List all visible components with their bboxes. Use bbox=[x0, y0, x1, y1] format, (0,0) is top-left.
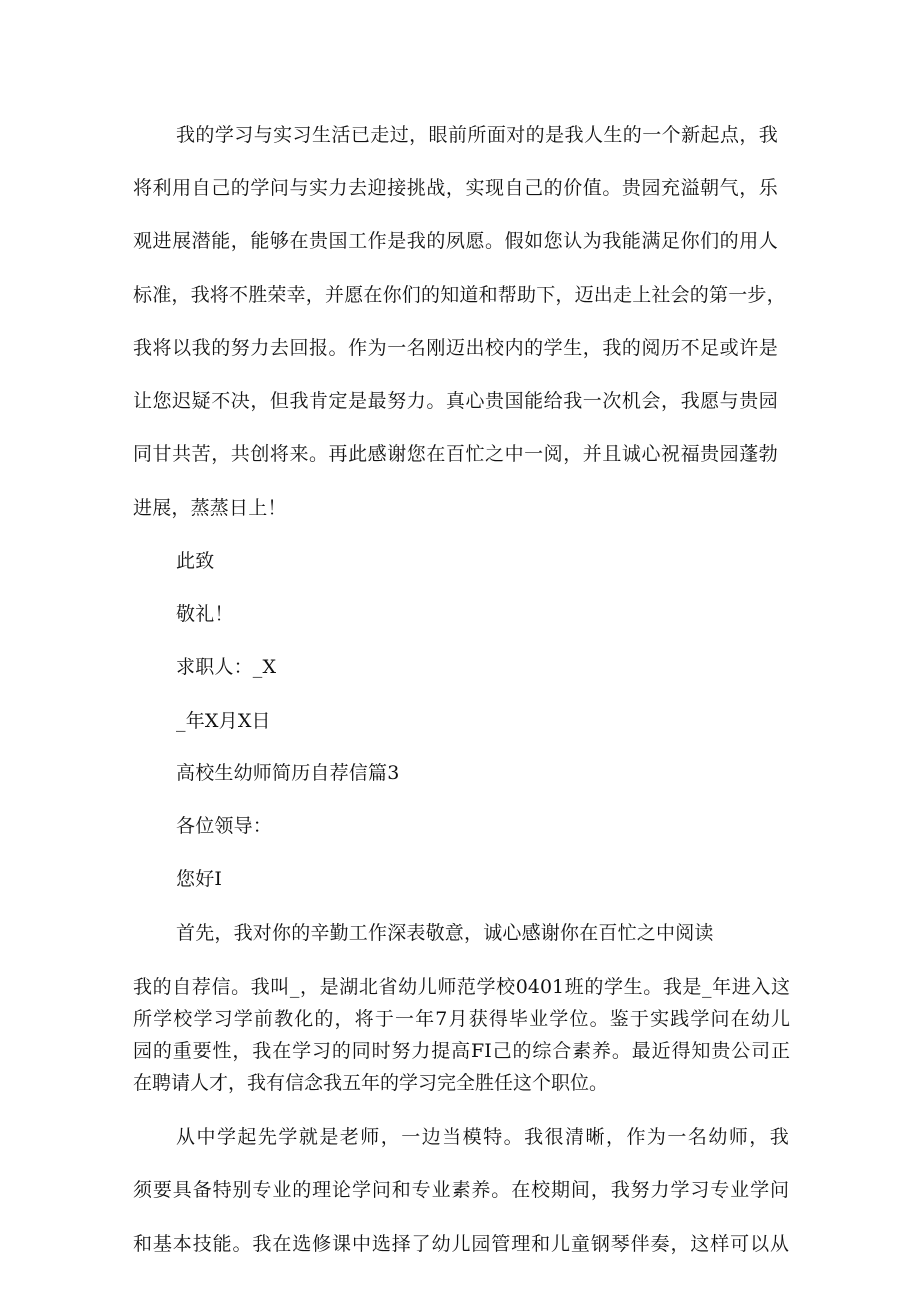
paragraph-1-line: 观进展潜能，能够在贵国工作是我的夙愿。假如您认为我能满足你们的用人 bbox=[133, 230, 778, 252]
paragraph-1-line: 我将以我的努力去回报。作为一名刚迈出校内的学生，我的阅历不足或许是 bbox=[133, 337, 778, 359]
paragraph-1-line: 标准，我将不胜荣幸，并愿在你们的知道和帮助下，迈出走上社会的第一步， bbox=[133, 284, 786, 306]
paragraph-2-line: 所学校学习学前教化的，将于一年7月获得毕业学位。鉴于实践学问在幼儿 bbox=[133, 1008, 790, 1030]
paragraph-1-line: 让您迟疑不决，但我肯定是最努力。真心贵国能给我一次机会，我愿与贵园 bbox=[133, 390, 778, 412]
paragraph-1-line: 我的学习与实习生活已走过，眼前所面对的是我人生的一个新起点，我 bbox=[176, 124, 778, 146]
paragraph-2-line: 我的自荐信。我叫_，是湖北省幼儿师范学校0401班的学生。我是_年进入这 bbox=[133, 976, 790, 998]
closing-respect: 敬礼！ bbox=[176, 603, 234, 625]
paragraph-2-line: 园的重要性，我在学习的同时努力提高FI己的综合素养。最近得知贵公司正 bbox=[133, 1040, 790, 1062]
closing-salutation: 此致 bbox=[176, 550, 215, 572]
section-title: 高校生幼师简历自荐信篇3 bbox=[176, 762, 400, 784]
intro-line: 首先，我对你的辛勤工作深表敬意，诚心感谢你在百忙之中阅读 bbox=[176, 922, 714, 944]
paragraph-3-line: 须要具备特别专业的理论学问和专业素养。在校期间，我努力学习专业学问 bbox=[133, 1179, 789, 1201]
paragraph-1-line: 将利用自己的学问与实力去迎接挑战，实现自己的价值。贵园充溢朝气，乐 bbox=[133, 177, 778, 199]
date-line: _年X月X日 bbox=[176, 710, 271, 732]
paragraph-3-line: 和基本技能。我在选修课中选择了幼儿园管理和儿童钢琴伴奏，这样可以从 bbox=[133, 1233, 789, 1255]
paragraph-1-line: 同甘共苦，共创将来。再此感谢您在百忙之中一阅，并且诚心祝福贵园蓬勃 bbox=[133, 443, 778, 465]
greeting: 各位领导： bbox=[176, 815, 273, 837]
paragraph-1-line: 进展，蒸蒸日上！ bbox=[133, 497, 287, 519]
paragraph-2-line: 在聘请人才，我有信念我五年的学习完全胜任这个职位。 bbox=[133, 1072, 609, 1094]
applicant-line: 求职人：_X bbox=[176, 656, 277, 678]
hello-line: 您好I bbox=[176, 868, 223, 890]
paragraph-3-line: 从中学起先学就是老师，一边当模特。我很清晰，作为一名幼师，我 bbox=[176, 1126, 789, 1148]
